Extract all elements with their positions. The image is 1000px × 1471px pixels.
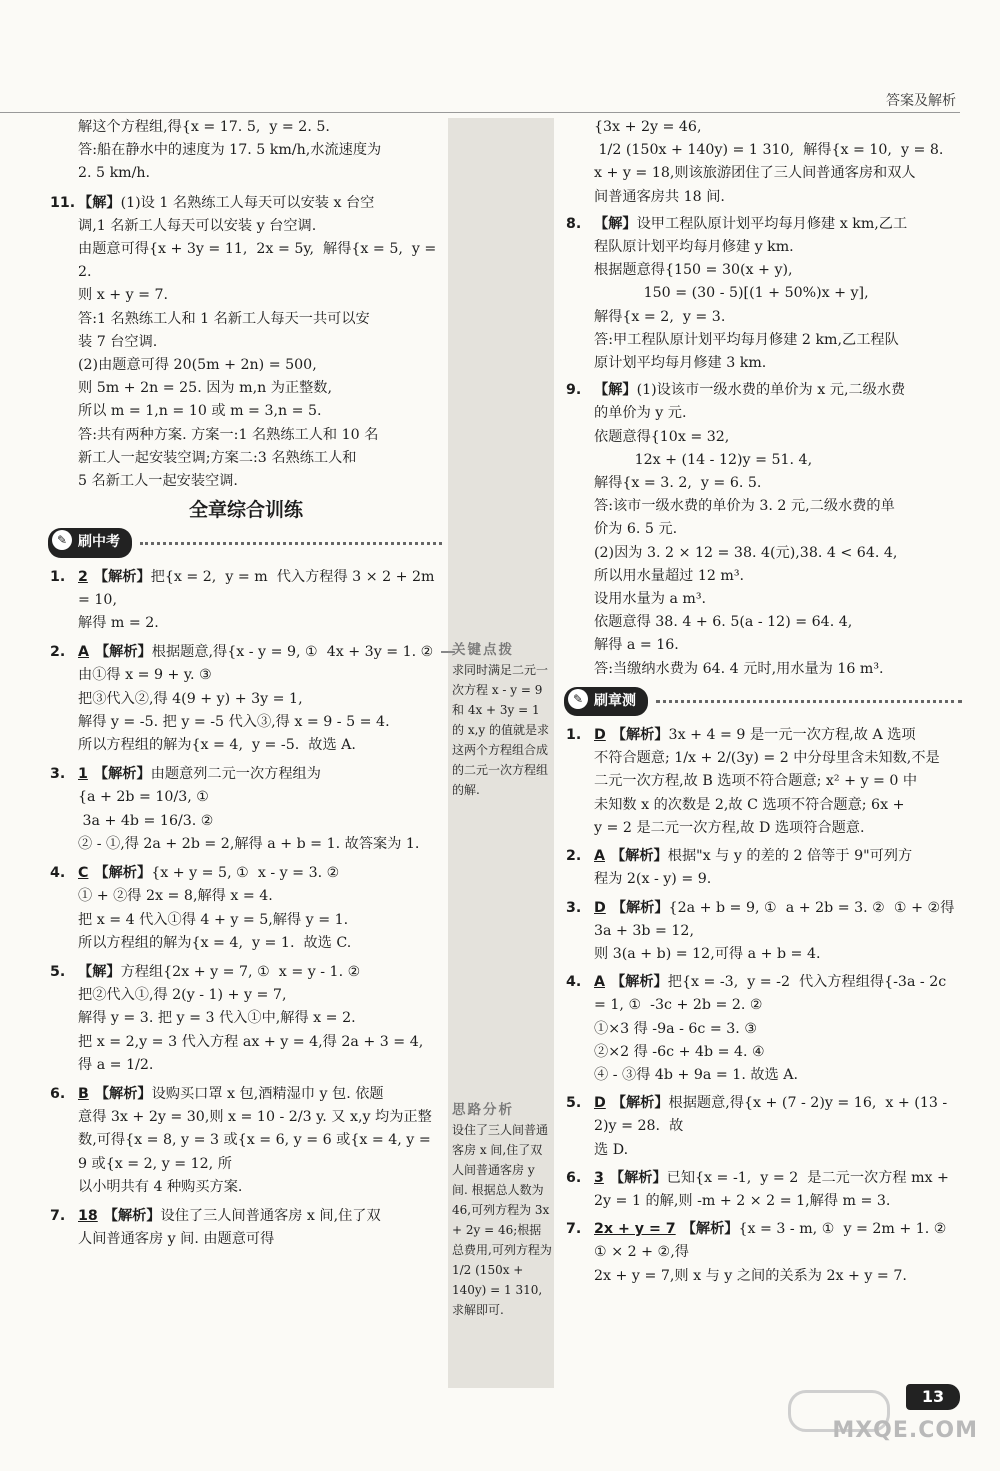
text-span: 根据题意,得{x - y = 9, ① 4x + 3y = 1. ② [151,644,434,661]
text-line: 所以方程组的解为{x = 4, y = -5. 故选 A. [78,737,356,754]
text-line: 把③代入②,得 4(9 + y) + 3y = 1, [78,690,303,707]
text-line: 5 名新工人一起安装空调. [78,473,238,490]
text-span: 方程组{2x + y = 7, ① x = y - 1. ② [120,963,361,980]
text-line [566,724,962,747]
note-text: 求同时满足二元一次方程 x - y = 9 和 4x + 3y = 1 的 x,y 的值就是求这两个方程组合成的二元一次方程组的解. [452,663,549,797]
text-line: 则 5m + 2n = 25. 因为 m,n 为正整数, [78,380,332,397]
question-number: 4. [566,974,582,991]
text-line: 解得 m = 2. [78,615,159,632]
text-line [50,763,442,786]
text-line: 则 3(a + b) = 12,可得 a + b = 4. [594,945,821,962]
analysis-tag: 【解析】 [609,1169,667,1186]
text-line: 人间普通客房 y 间. 由题意可得 [78,1231,275,1248]
text-line: ①×3 得 -9a - 6c = 3. ③ [594,1020,758,1037]
text-line: 程为 2(x - y) = 9. [594,871,712,888]
page-number: 13 [906,1384,960,1410]
text-line: 150 = (30 - 5)[(1 + 50%)x + y], [594,285,869,302]
text-span: {x = 3 - m, ① y = 2m + 1. ② ① × 2 + ②,得 [594,1221,956,1261]
text-line [566,1167,962,1190]
question-number: 2. [50,644,66,661]
pencil-icon: ✎ [52,530,72,550]
text-span: 已知{x = -1, y = 2 是二元一次方程 mx + [666,1169,949,1186]
text-span: 把{x = 2, y = m 代入方程得 3 × 2 + 2m = 10, [78,568,440,608]
text-line: 解得 a = 16. [594,637,679,654]
text-line [50,566,442,612]
answer: 18 [78,1207,98,1224]
text-line [50,192,442,215]
answer: D [594,727,606,744]
text-line [50,862,442,885]
text-line: 未知数 x 的次数是 2,故 C 选项不符合题意; 6x + [594,796,905,813]
question-number: 2. [566,848,582,865]
text-line: x + y = 18,则该旅游团住了三人间普通客房和双人 [594,165,916,182]
analysis-tag: 【解析】 [611,727,669,744]
question-number: 8. [566,215,582,232]
text-line: 所以 m = 1,n = 10 或 m = 3,n = 5. [78,403,322,420]
badge-exam [48,528,442,557]
analysis-tag: 【解析】 [611,1095,669,1112]
solution-tag: 【解】 [78,194,121,211]
badge-chapter-test [564,687,962,716]
note-text: 设住了三人间普通客房 x 间,住了双人间普通客房 y 间. 根据总人数为 46,可列方程为 3x + 2y = 46;根据总费用,可列方程为 1/2 (150x + 140y) = 1 310,求解即可. [452,1123,552,1317]
answer: D [594,899,606,916]
header-label: 答案及解析 [886,93,956,109]
analysis-tag: 【解析】 [610,974,668,991]
question-8 [566,213,962,375]
text-line: 二元一次方程,故 B 选项不符合题意; x² + y = 0 中 [594,773,918,790]
text-line: 把 x = 4 代入①得 4 + y = 5,解得 y = 1. [78,911,349,928]
question-number: 5. [566,1095,582,1112]
text-span: 由题意列二元一次方程组为 [150,766,321,783]
text-line [50,961,442,984]
badge-pill [48,528,132,557]
text-line: ②×2 得 -6c + 4b = 4. ④ [594,1043,765,1060]
header-rule [0,112,960,113]
text-line [566,897,962,943]
question-3 [50,763,442,856]
answer: D [594,1095,606,1112]
text-line [50,1083,442,1106]
text-line: 3a + 4b = 16/3. ② [78,812,214,829]
question-1 [50,566,442,636]
text-span: {x + y = 5, ① x - y = 3. ② [151,865,340,882]
q7-continued [566,116,962,209]
text-line [50,641,442,664]
text-line: 2x + y = 7,则 x 与 y 之间的关系为 2x + y = 7. [594,1267,907,1284]
text-line: ② - ①,得 2a + 2b = 2,解得 a + b = 1. 故答案为 1. [78,835,420,852]
test-question-5 [566,1092,962,1162]
question-number: 1. [566,727,582,744]
intro-block [50,116,442,186]
question-6 [50,1083,442,1199]
text-line: 得 a = 1/2. [78,1056,154,1073]
question-number: 1. [50,568,66,585]
question-number: 5. [50,963,66,980]
text-line: 解得{x = 2, y = 3. [594,308,726,325]
text-line: 答:甲工程队原计划平均每月修建 2 km,乙工程队 [594,331,899,348]
text-span: 3x + 4 = 9 是一元一次方程,故 A 选项 [668,727,916,744]
badge-label: 刷中考 [78,534,120,551]
analysis-tag: 【解析】 [93,766,151,783]
text-span: 设甲工程队原计划平均每月修建 x km,乙工 [636,215,908,232]
question-number: 4. [50,865,66,882]
analysis-tag: 【解析】 [94,865,152,882]
test-question-3 [566,897,962,967]
text-line: 2y = 1 的解,则 -m + 2 × 2 = 1,解得 m = 3. [594,1192,891,1209]
text-line: 答:当缴纳水费为 64. 4 元时,用水量为 16 m³. [594,660,884,677]
text-line: 新工人一起安装空调;方案二:3 名熟练工人和 [78,449,357,466]
dotted-rule [656,699,962,703]
text-line: 答:共有两种方案. 方案一:1 名熟练工人和 10 名 [78,426,379,443]
text-line: 设用水量为 a m³. [594,591,707,608]
text-line: 由①得 x = 9 + y. ③ [78,667,212,684]
text-line: ④ - ③得 4b + 9a = 1. 故选 A. [594,1066,798,1083]
text-line: 调,1 名新工人每天可以安装 y 台空调. [78,217,317,234]
question-9 [566,379,962,681]
text-line: 由题意可得{x + 3y = 11, 2x = 5y, 解得{x = 5, y = 2. [78,241,441,281]
text-line: ① + ②得 2x = 8,解得 x = 4. [78,888,273,905]
question-4 [50,862,442,955]
text-line: 解得 y = -5. 把 y = -5 代入③,得 x = 9 - 5 = 4. [78,713,390,730]
watermark-text: MXQE.COM [832,1418,978,1443]
solution-tag: 【解】 [78,963,121,980]
text-line: 解得 y = 3. 把 y = 3 代入①中,解得 x = 2. [78,1010,356,1027]
question-number: 11. [50,194,76,211]
text-line: 解得{x = 3. 2, y = 6. 5. [594,475,762,492]
analysis-tag: 【解析】 [94,1085,152,1102]
answer: C [78,865,89,882]
answer: A [594,974,605,991]
text-line [566,845,962,868]
text-line: (2)因为 3. 2 × 12 = 38. 4(元),38. 4 < 64. 4, [594,544,898,561]
test-question-1 [566,724,962,840]
text-span: 设购买口罩 x 包,酒精湿巾 y 包. 依题 [151,1085,384,1102]
text-line: 答:该市一级水费的单价为 3. 2 元,二级水费的单 [594,498,895,515]
badge-label: 刷章测 [594,692,636,709]
text-span: {2a + b = 9, ① a + 2b = 3. ② ① + ②得 3a + 3b = 12, [594,899,959,939]
answer: A [78,644,89,661]
text-line [566,213,962,236]
text-line: 所以用水量超过 12 m³. [594,567,745,584]
text-line: y = 2 是二元一次方程,故 D 选项符合题意. [594,819,865,836]
question-5 [50,961,442,1077]
text-line: 答:1 名熟练工人和 1 名新工人每天一共可以安 [78,310,370,327]
question-11 [50,192,442,494]
text-span: (1)设该市一级水费的单价为 x 元,二级水费 [636,382,906,399]
test-question-7 [566,1218,962,1288]
text-line: 依题意得{10x = 32, [594,428,730,445]
question-number: 6. [50,1085,66,1102]
text-line: 12x + (14 - 12)y = 51. 4, [594,451,813,468]
text-line: 原计划平均每月修建 3 km. [594,355,767,372]
text-line: 所以方程组的解为{x = 4, y = 1. 故选 C. [78,934,352,951]
text-line: 2. 5 km/h. [78,165,151,182]
text-line: 意得 3x + 2y = 30,则 x = 10 - 2/3 y. 又 x,y 均为正整 [78,1109,432,1126]
text-line [566,1092,962,1138]
test-question-2 [566,845,962,891]
text-span: 把{x = -3, y = -2 代入方程组得{-3a - 2c = 1, ① -3c + 2b = 2. ② [594,974,951,1014]
analysis-tag: 【解析】 [94,644,152,661]
question-number: 6. [566,1169,582,1186]
text-line [566,1218,962,1264]
text-line: 选 D. [594,1141,629,1158]
text-line: 把②代入①,得 2(y - 1) + y = 7, [78,987,287,1004]
analysis-tag: 【解析】 [93,568,151,585]
text-span: (1)设 1 名熟练工人每天可以安装 x 台空 [120,194,375,211]
right-column [566,116,962,1288]
text-line [566,971,962,1017]
analysis-tag: 【解析】 [611,899,669,916]
section-title: 全章综合训练 [188,499,303,522]
text-line: 以小明共有 4 种购买方案. [78,1178,243,1195]
solution-tag: 【解】 [594,382,637,399]
text-line: 依题意得 38. 4 + 6. 5(a - 12) = 64. 4, [594,614,853,631]
question-number: 7. [566,1221,582,1238]
test-question-6 [566,1167,962,1213]
text-line: 数,可得{x = 8, y = 3 或{x = 6, y = 6 或{x = 4, y = 9 或{x = 2, y = 12, 所 [78,1132,436,1172]
text-line: 则 x + y = 7. [78,287,169,304]
side-note-analysis [452,1100,552,1320]
text-line: 程队原计划平均每月修建 y km. [594,239,794,256]
text-span: 根据"x 与 y 的差的 2 倍等于 9"可列方 [667,848,913,865]
text-line: (2)由题意可得 20(5m + 2n) = 500, [78,357,317,374]
question-7 [50,1205,442,1251]
text-line: 答:船在静水中的速度为 17. 5 km/h,水流速度为 [78,142,382,159]
solution-tag: 【解】 [594,215,637,232]
left-column [50,116,442,1251]
text-line: 1/2 (150x + 140y) = 1 310, 解得{x = 10, y = 8. [594,142,944,159]
text-line: 根据题意得{150 = 30(x + y), [594,262,793,279]
answer: 2x + y = 7 [594,1221,676,1238]
question-2 [50,641,442,757]
text-line: 价为 6. 5 元. [594,521,678,538]
dotted-rule [140,541,442,545]
text-line: 装 7 台空调. [78,333,158,350]
text-line: 间普通客房共 18 间. [594,188,725,205]
text-line: 的单价为 y 元. [594,405,687,422]
text-line: {a + 2b = 10/3, ① [78,789,210,806]
text-span: 根据题意,得{x + (7 - 2)y = 16, x + (13 - 2)y = 28. 故 [594,1095,952,1135]
note-title: 关键点拨 [452,642,514,658]
analysis-tag: 【解析】 [610,848,668,865]
note-title: 思路分析 [452,1102,514,1118]
answer: 3 [594,1169,604,1186]
pencil-icon: ✎ [568,689,588,709]
answer: A [594,848,605,865]
question-number: 9. [566,382,582,399]
text-line [50,1205,442,1228]
side-note-key-point [452,640,552,800]
badge-pill [564,687,648,716]
page-header [0,0,1000,118]
analysis-tag: 【解析】 [681,1221,739,1238]
question-number: 7. [50,1207,66,1224]
answer: B [78,1085,89,1102]
text-line [566,379,962,402]
answer: 2 [78,568,88,585]
text-line: 不符合题意; 1/x + 2/(3y) = 2 中分母里含未知数,不是 [594,750,940,767]
text-line: 把 x = 2,y = 3 代入方程 ax + y = 4,得 2a + 3 = 4, [78,1033,424,1050]
question-number: 3. [50,766,66,783]
text-line: {3x + 2y = 46, [594,119,702,135]
answer: 1 [78,766,88,783]
text-span: 设住了三人间普通客房 x 间,住了双 [160,1207,381,1224]
text-line: 解这个方程组,得{x = 17. 5, y = 2. 5. [78,119,330,135]
question-number: 3. [566,899,582,916]
analysis-tag: 【解析】 [103,1207,161,1224]
test-question-4 [566,971,962,1087]
